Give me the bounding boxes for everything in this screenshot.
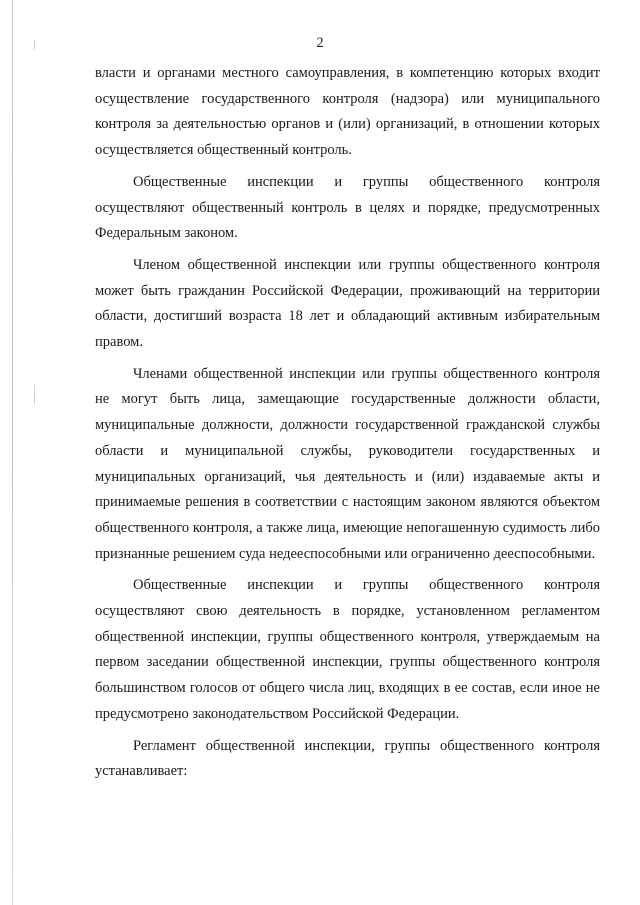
paragraph-regulation-intro: Регламент общественной инспекции, группы общественного контроля устанавливает: — [95, 737, 600, 780]
paragraph-inspections-purpose: Общественные инспекции и группы общественного контроля осуществляют общественный контроль в целях и порядке, предусмотренных Федеральным законом. — [95, 173, 600, 242]
paragraph-member-restrictions: Членами общественной инспекции или группы общественного контроля не могут быть лица, замещающие государственные должности области, муниципальные должности, должности государственной гражданской службы области и муниципальной службы, руководители государственных и муниципальных организаций, чья деятельность и (или) издаваемые акты и принимаемые решения в соответствии с настоящим законом являются объектом общественного контроля, а также лица, имеющие непогашенную судимость либо признанные решением суда недееспособными или ограниченно дееспособными. — [95, 365, 600, 562]
document-body — [95, 61, 600, 785]
scan-edge-mark — [34, 385, 35, 405]
scan-binding-edge — [12, 0, 13, 905]
page-number: 2 — [316, 35, 324, 51]
paragraph-activity-procedure: Общественные инспекции и группы общественного контроля осуществляют свою деятельность в порядке, установленном регламентом общественной инспекции, группы общественного контроля, утверждаемым на первом заседании общественной инспекции, группы общественного контроля большинством голосов от общего числа лиц, входящих в ее состав, если иное не предусмотрено законодательством Российской Федерации. — [95, 577, 600, 722]
paragraph-member-eligibility: Членом общественной инспекции или группы общественного контроля может быть гражданин Российской Федерации, проживающий на территории области, достигший возраста 18 лет и обладающий активным избирательным правом. — [95, 256, 600, 351]
paragraph-continuation: власти и органами местного самоуправления, в компетенцию которых входит осуществление государственного контроля (надзора) или муниципального контроля за деятельностью органов и (или) организаций, в отношении которых осуществляется общественный контроль. — [95, 65, 600, 159]
